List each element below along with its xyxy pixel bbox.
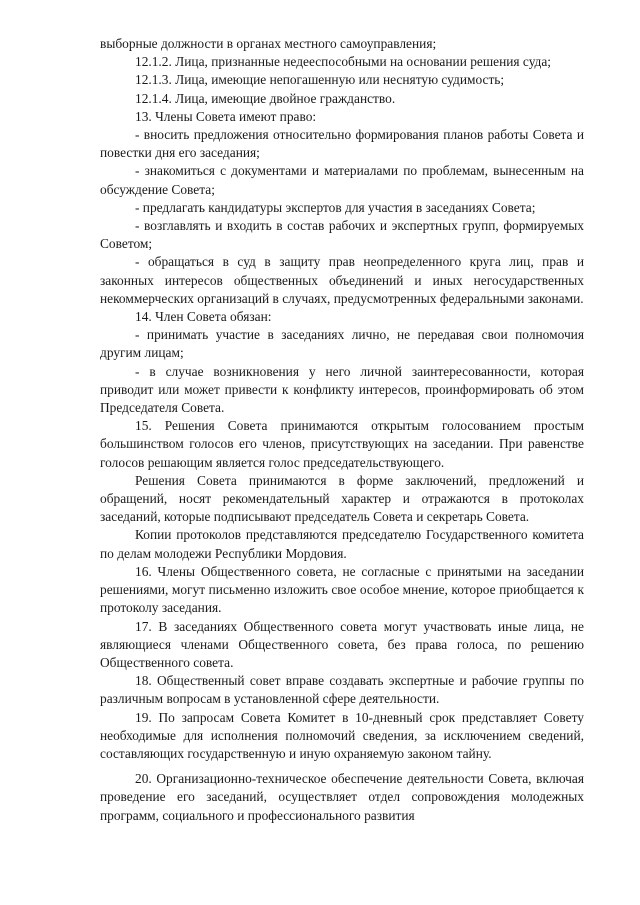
paragraph-13-item-4: - возглавлять и входить в состав рабочих и экспертных групп, формируемых Советом; xyxy=(100,218,584,252)
paragraph-16: 16. Члены Общественного совета, не согласные с принятыми на заседании решениями, могут письменно изложить свое особое мнение, которое приобщается к протоколу заседания. xyxy=(100,563,584,616)
paragraph-14-item-2: - в случае возникновения у него личной заинтересованности, которая приводит или может привести к конфликту интересов, проинформировать об этом Председателя Совета. xyxy=(100,363,584,416)
paragraph-13-item-1: - вносить предложения относительно формирования планов работы Совета и повестки дня его заседания; xyxy=(100,127,584,161)
paragraph-18: 18. Общественный совет вправе создавать экспертные и рабочие группы по различным вопросам в установленной сфере деятельности. xyxy=(100,673,584,707)
paragraph-15-copies: Копии протоколов представляются председателю Государственного комитета по делам молодежи Республики Мордовия. xyxy=(100,527,584,561)
paragraph-14-item-1: - принимать участие в заседаниях лично, не передавая свои полномочия другим лицам; xyxy=(100,327,584,361)
paragraph-17: 17. В заседаниях Общественного совета могут участвовать иные лица, не являющиеся членами Общественного совета, без права голоса, по решению Общественного совета. xyxy=(100,618,584,670)
paragraph-13-item-3: - предлагать кандидатуры экспертов для участия в заседаниях Совета; xyxy=(135,199,536,215)
paragraph-13-item-5: - обращаться в суд в защиту прав неопределенного круга лиц, прав и законных интересов общественных объединений и иных негосударственных некоммерческих организаций в случаях, предусмотренных федеральными законами. xyxy=(100,254,584,306)
paragraph-12-1-3: 12.1.3. Лица, имеющие непогашенную или неснятую судимость; xyxy=(135,72,505,88)
paragraph-13-item-2: - знакомиться с документами и материалами по проблемам, вынесенным на обсуждение Совета; xyxy=(100,163,584,197)
paragraph-12-1-2: 12.1.2. Лица, признанные недееспособными на основании решения суда; xyxy=(135,54,552,70)
paragraph-19: 19. По запросам Совета Комитет в 10-дневный срок представляет Совету необходимые для исполнения полномочий сведения, за исключением сведений, составляющих государственную и иную охраняемую законом тайну. xyxy=(100,709,584,761)
paragraph-13-heading: 13. Члены Совета имеют право: xyxy=(135,108,317,124)
document-body xyxy=(100,35,584,825)
paragraph-continuation: выборные должности в органах местного самоуправления; xyxy=(100,36,437,51)
paragraph-20: 20. Организационно-техническое обеспечение деятельности Совета, включая проведение его заседаний, осуществляет отдел сопровождения молодежных программ, социального и профессионального развития xyxy=(100,771,584,823)
paragraph-12-1-4: 12.1.4. Лица, имеющие двойное гражданство. xyxy=(135,90,396,106)
paragraph-15: 15. Решения Совета принимаются открытым голосованием простым большинством голосов его членов, присутствующих на заседании. При равенстве голосов решающим является голос председательствующего. xyxy=(100,418,584,470)
paragraph-14-heading: 14. Член Совета обязан: xyxy=(135,309,272,325)
paragraph-15-decisions: Решения Совета принимаются в форме заключений, предложений и обращений, носят рекомендательный характер и отражаются в протоколах заседаний, которые подписывают председатель Совета и секретарь Совета. xyxy=(100,472,584,525)
